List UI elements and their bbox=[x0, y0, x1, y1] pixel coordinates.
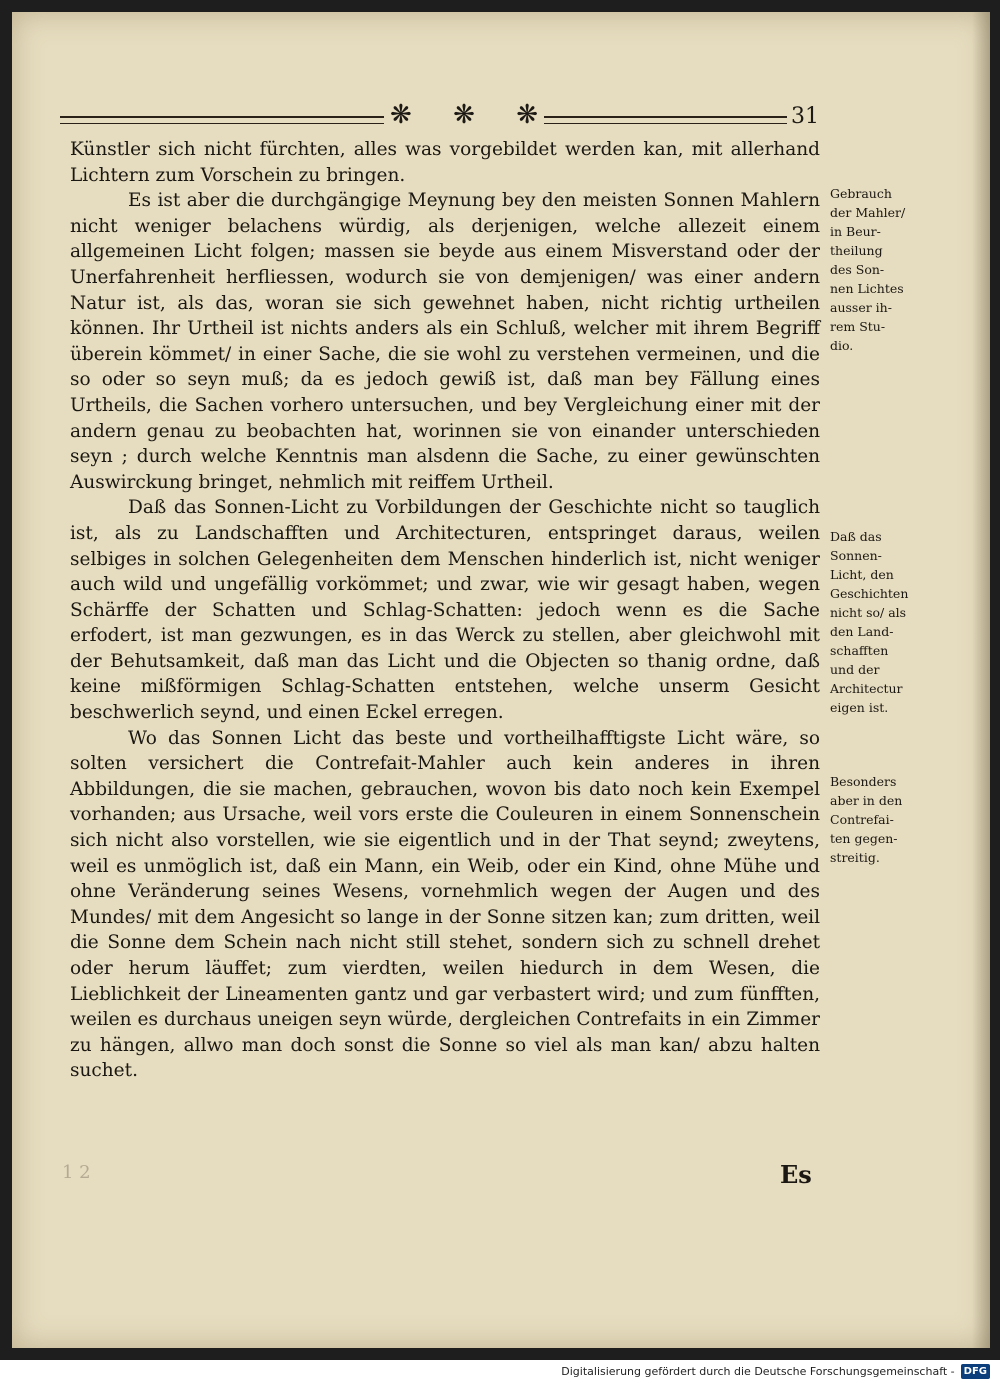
ornament-flower-icon: ❋ bbox=[390, 100, 412, 130]
digitization-footer bbox=[0, 1360, 1000, 1383]
header-ornament bbox=[384, 100, 544, 130]
book-page bbox=[12, 12, 990, 1348]
footer-credit: Digitalisierung gefördert durch die Deutsche Forschungsgemeinschaft - bbox=[561, 1365, 955, 1378]
paragraph: Wo das Sonnen Licht das beste und vortheilhafftigste Licht wäre, so solten versichert die Contrefait-Mahler auch kein anderes in ihren Abbildungen, die sie machen, gebrauchen, wovon bis dato noch kein Exempel vorhanden; aus Ursache, weil vors erste die Couleuren in einem Sonnenschein sich nicht also vorstellen, wie sie eigentlich und in der That seynd; zweytens, weil es unmöglich ist, daß ein Mann, ein Weib, oder ein Kind, ohne Mühe und ohne Veränderung seines Wesens, vornehmlich wegen der Augen und des Mundes/ mit dem Angesicht so lange in der Sonne sitzen kan; zum dritten, weil die Sonne dem Schein nach nicht still stehet, sondern sich zu schnell drehet oder herum läuffet; zum vierdten, weilen hiedurch in dem Wesen, die Lieblichkeit der Lineamenten gantz und gar verbastert wird; und zum fünfften, weilen es durchaus uneigen seyn würde, dergleichen Contrefaits in ein Zimmer zu hängen, allwo man doch sonst die Sonne so viel als man kan/ abzu halten suchet. bbox=[70, 727, 820, 1082]
ornament-flower-icon: ❋ bbox=[453, 100, 475, 130]
paragraph: Daß das Sonnen-Licht zu Vorbildungen der Geschichte nicht so tauglich ist, als zu Landschafften und Architecturen, entspringet daraus, weilen selbiges in solchen Gelegenheiten dem Menschen hinderlich ist, nicht weniger auch wild und ungefällig vorkömmet; und zwar, wie wir gesagt haben, wegen Schärffe der Schatten und Schlag-Schatten: jedoch wenn es die Sache erfodert, ist man gezwungen, es in das Werck zu stellen, aber gleichwohl mit der Behutsamkeit, daß man das Licht und die Objecten so thanig ordne, daß keine mißförmigen Schlag-Schatten entstehen, welche unserm Gesicht beschwerlich seynd, und einen Eckel erregen. bbox=[70, 497, 820, 724]
paragraph: Es ist aber die durchgängige Meynung bey den meisten Sonnen Mahlern nicht weniger belachens würdig, als derjenigen, welche allezeit einem allgemeinen Licht folgen; massen sie beyde aus einem Misverstand oder der Unerfahrenheit herfliessen, wodurch sie von demjenigen/ was einer andern Natur ist, als das, woran sie sich gewehnet haben, nicht richtig urtheilen können. Ihr Urtheil ist nichts anders als ein Schluß, welcher mit ihrem Begriff überein kömmet/ in einer Sache, die sie wohl zu verstehen vermeinen, und die so oder so seyn muß; da es jedoch gewiß ist, daß man bey Fällung eines Urtheils, die Sachen vorhero untersuchen, und bey Vergleichung einer mit der andern genau zu beobachten hat, worinnen sie von einander unterschieden seyn ; durch welche Kenntnis man alsdenn die Sache, zu einer gewünschten Auswirckung bringet, nehmlich mit reiffem Urtheil. bbox=[70, 190, 820, 493]
dfg-logo-icon: DFG bbox=[961, 1364, 990, 1379]
main-text-column bbox=[70, 137, 820, 1084]
paragraph-continuation: Künstler sich nicht fürchten, alles was vorgebildet werden kan, mit allerhand Lichtern zum Vorschein zu bringen. bbox=[70, 139, 820, 186]
ink-smudge: 1 2 bbox=[62, 1162, 91, 1183]
catchword: Es bbox=[780, 1160, 812, 1189]
ornament-flower-icon: ❋ bbox=[516, 100, 538, 130]
margin-note-mahler: Gebrauch der Mahler/ in Beur- theilung des Son- nen Lichtes ausser ih- rem Stu- dio. bbox=[830, 186, 906, 353]
margin-note-contrefaiten: Besonders aber in den Contrefai- ten gegen- streitig. bbox=[830, 774, 903, 865]
page-number: 31 bbox=[787, 104, 823, 129]
margin-note-sonnenlicht: Daß das Sonnen- Licht, den Geschichten nicht so/ als den Land- schafften und der Architectur eigen ist. bbox=[830, 529, 909, 715]
